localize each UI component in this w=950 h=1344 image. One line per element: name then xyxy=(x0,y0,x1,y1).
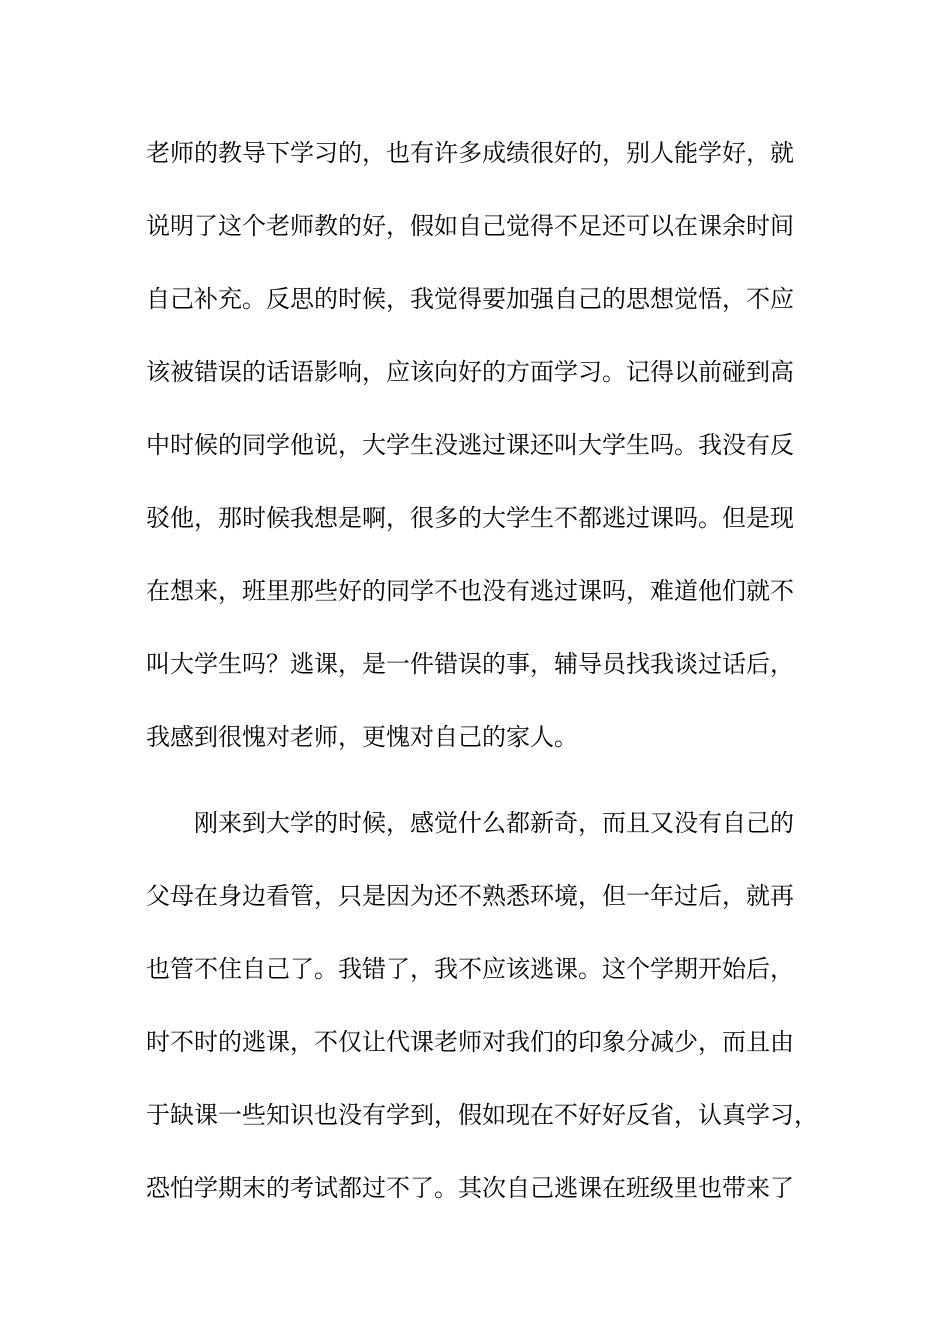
text-line: 老师的教导下学习的，也有许多成绩很好的，别人能学好，就 xyxy=(146,139,794,167)
text-line: 自己补充。反思的时候，我觉得要加强自己的思想觉悟，不应 xyxy=(146,285,794,313)
text-line: 中时候的同学他说，大学生没逃过课还叫大学生吗。我没有反 xyxy=(146,431,794,459)
text-line: 我感到很愧对老师，更愧对自己的家人。 xyxy=(146,723,578,751)
text-line: 在想来，班里那些好的同学不也没有逃过课吗，难道他们就不 xyxy=(146,577,794,605)
text-line: 叫大学生吗？逃课，是一件错误的事，辅导员找我谈过话后， xyxy=(146,650,794,678)
paragraph-first-line: 刚来到大学的时候，感觉什么都新奇，而且又没有自己的 xyxy=(194,809,794,837)
text-line: 该被错误的话语影响，应该向好的方面学习。记得以前碰到高 xyxy=(146,358,794,386)
text-line: 也管不住自己了。我错了，我不应该逃课。这个学期开始后， xyxy=(146,955,794,983)
text-line: 于缺课一些知识也没有学到，假如现在不好好反省，认真学习， xyxy=(146,1101,818,1129)
text-line: 时不时的逃课，不仅让代课老师对我们的印象分减少，而且由 xyxy=(146,1028,794,1056)
text-line: 恐怕学期末的考试都过不了。其次自己逃课在班级里也带来了 xyxy=(146,1174,794,1202)
text-line: 说明了这个老师教的好，假如自己觉得不足还可以在课余时间 xyxy=(146,212,794,240)
text-line: 驳他，那时候我想是啊，很多的大学生不都逃过课吗。但是现 xyxy=(146,504,794,532)
text-line: 父母在身边看管，只是因为还不熟悉环境，但一年过后，就再 xyxy=(146,882,794,910)
